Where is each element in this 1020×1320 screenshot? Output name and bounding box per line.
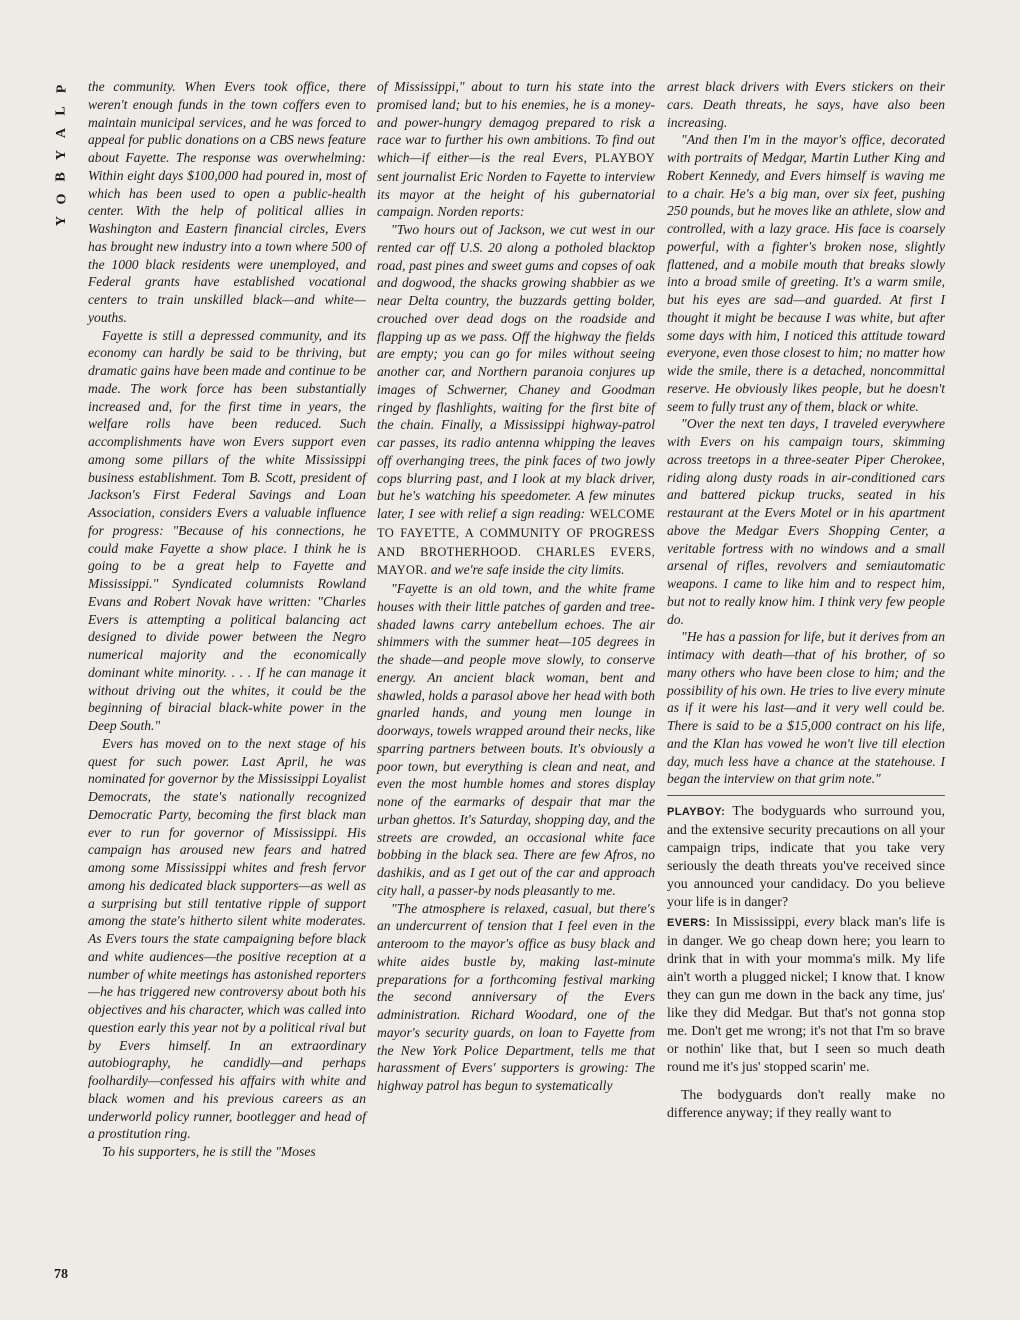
- paragraph: [88, 327, 366, 735]
- small-caps-text: PLAYBOY: [595, 151, 655, 165]
- paragraph: [88, 735, 366, 1143]
- column-3-intro: [667, 78, 945, 788]
- masthead-letter: L: [54, 106, 69, 116]
- interview-paragraph: [667, 913, 945, 1076]
- page-number: 78: [54, 1267, 68, 1282]
- paragraph: [667, 78, 945, 131]
- masthead-letter: Y: [54, 149, 69, 161]
- interview-section: [667, 802, 945, 1122]
- masthead-letter: B: [54, 172, 69, 182]
- paragraph-text-continued: sent journalist Eric Norden to Fayette to interview its mayor at the height of his gubernatorial campaign. Norden reports:: [377, 168, 655, 220]
- paragraph: [377, 900, 655, 1095]
- paragraph-text: "Two hours out of Jackson, we cut west in our rented car off U.S. 20 along a potholed blacktop road, past pines and sweet gums and copses of oak and dogwood, the shacks growing shabbier as we near Delta country, the buzzards getting bolder, crouched over dead dogs on the roadside and flapping up as we pass. Off the highway the fields are empty; you can go for miles without seeing another car, and Northern paranoia conjures up images of Schwerner, Chaney and Goodman ringed by flashlights, waiting for the first bite of the chain. Finally, a Mississippi highway-patrol car passes, its radio antenna whipping the leaves off overhanging trees, the pink faces of two jowly cops blurring past, and I look at my black driver, but he's watching his speedometer. A few minutes later, I see with relief a sign reading:: [377, 222, 655, 521]
- interview-text: The bodyguards don't really make no difference anyway; if they really want to: [667, 1087, 945, 1120]
- column-3: [667, 78, 945, 1122]
- interview-text: The bodyguards who surround you, and the extensive security precautions on all your campaign trips, indicate that you take very seriously the death threats you've received since you announced your candidacy. Do you believe your life is in danger?: [667, 803, 945, 909]
- paragraph-text: arrest black drivers with Evers stickers on their cars. Death threats, he says, have also been increasing.: [667, 79, 945, 130]
- paragraph-text: "And then I'm in the mayor's office, decorated with portraits of Medgar, Martin Luther King and Robert Kennedy, and Evers himself is waving me to a chair. He's a big man, over six feet, pushing 250 pounds, but he moves like an athlete, slow and controlled, with a lazy grace. His face is coarsely powerful, with a fighter's broken nose, slightly flattened, and a mobile mouth that breaks slowly into a broad smile of greeting. It's a warm smile, but his eyes are sad—and guarded. At first I thought it might be because I was white, but after some days with him, I noticed this attitude toward everyone, even those closest to him; no matter how wide the smile, there is a detached, noncommittal reserve. He obviously likes people, but he doesn't seem to fully trust any of them, black or white.: [667, 132, 945, 414]
- masthead-letter: Y: [54, 215, 69, 227]
- paragraph-text: "The atmosphere is relaxed, casual, but there's an undercurrent of tension that I feel even in the anteroom to the mayor's office as busy black and white aides bustle by, making last-minute preparations for a forthcoming festival marking the second anniversary of the Evers administration. Richard Woodard, one of the mayor's security guards, on loan to Fayette from the New York Police Department, tells me that harassment of Evers' supporters is growing: The highway patrol has begun to systematically: [377, 900, 655, 1093]
- paragraph-text: To his supporters, he is still the "Moses: [102, 1144, 316, 1159]
- speaker-label: EVERS:: [667, 917, 711, 929]
- paragraph-text: "Fayette is an old town, and the white frame houses with their little patches of garden and tree-shaded lawns carry antebellum echoes. The air shimmers with the summer heat—105 degrees in the shade—and people move slowly, to conserve energy. An ancient black woman, bent and shawled, holds a parasol above her head with both gnarled hands, and young men lounge in doorways, towels wrapped around their necks, like sparring partners between bouts. It's obviously a poor town, but everything is clean and neat, and even the most humble homes and stores display none of the earmarks of despair that mar the urban ghettos. It's Saturday, shopping day, and the streets are crowded, an occasional white face bobbing in the black sea. There are few Afros, no dashikis, and as I get out of the car and approach city hall, a passer-by nods pleasantly to me.: [377, 581, 655, 898]
- masthead-letter: O: [53, 193, 69, 205]
- paragraph: [377, 78, 655, 221]
- paragraph-text-continued: and we're safe inside the city limits.: [427, 562, 625, 578]
- paragraph-text: the community. When Evers took office, there weren't enough funds in the town coffers even to maintain municipal services, and he was forced to appeal for public donations on a CBS news feature about Fayette. The response was overwhelming: Within eight days $100,000 had poured in, most of which has been used to open a public-health center. With the help of political allies in Washington and Eastern financial circles, Evers has brought new industry into a town where 500 of the 1000 black residents were unemployed, and Federal grants have established vocational centers to train unskilled black—and white—youths.: [88, 79, 366, 325]
- speaker-label: PLAYBOY:: [667, 806, 726, 818]
- paragraph-text: "Over the next ten days, I traveled everywhere with Evers on his campaign tours, skimming across treetops in a three-seater Piper Cherokee, riding along dusty roads in air-conditioned cars and battered pickup trucks, seated in his restaurant at the Evers Motel or in his apartment above the Medgar Evers Shopping Center, a veritable fortress with no windows and a small arsenal of rifles, revolvers and semiautomatic weapons. I came to like him and to respect him, but not to really know him. I think very few people do.: [667, 416, 945, 627]
- column-2: [377, 78, 655, 1095]
- paragraph-text: of Mississippi," about to turn his state into the promised land; but to his enemies, he is a money- and power-hungry demagog prepared to risk a race war to further his own ambitions. To find out which—if either—is the real Evers,: [377, 79, 655, 165]
- masthead-letter: A: [54, 127, 69, 139]
- paragraph: [667, 131, 945, 415]
- masthead-letter: P: [54, 84, 69, 94]
- playboy-masthead: [52, 78, 72, 232]
- paragraph-text: "He has a passion for life, but it derives from an intimacy with death—that of his brother, of so many others who have been close to him; and the possibility of his own. He tries to live every minute as if it were his last—and it very well could be. There is said to be a $15,000 contract on his life, and the Klan has vowed he won't live till election day, much less have a chance at the statehouse. I began the interview on that grim note.": [667, 629, 945, 787]
- paragraph: [88, 1143, 366, 1161]
- column-1: [88, 78, 366, 1161]
- paragraph-text: Evers has moved on to the next stage of his quest for such power. Last April, he was nominated for governor by the Mississippi Loyalist Democrats, the state's nationally recognized Democratic Party, becoming the first black man ever to run for governor of Mississippi. His campaign has aroused new fears and hatred among some Mississippi whites and fresh fervor among his dedicated black supporters—as well as a surprising but still tentative ripple of support among the state's hitherto silent white moderates. As Evers tours the state campaigning before black and white audiences—the positive reception at a number of white meetings has astonished reporters—he has triggered new controversy about both his objectives and his character, which was called into question early this year not by a political rival but by Evers himself. In an extraordinary autobiography, he candidly—and perhaps foolhardily—confessed his affairs with white and black women and his previous careers as an underworld policy runner, bootlegger and head of a prostitution ring.: [88, 735, 366, 1142]
- paragraph: [377, 580, 655, 900]
- section-divider: [667, 795, 945, 796]
- paragraph: [667, 628, 945, 788]
- paragraph: [667, 415, 945, 628]
- interview-paragraph: [667, 1086, 945, 1122]
- interview-paragraph: [667, 802, 945, 911]
- paragraph: [377, 221, 655, 580]
- interview-text: In Mississippi, every black man's life is in danger. We go cheap down here; you learn to drink that in with your momma's milk. My life ain't worth a plugged nickel; I know that. I know they can gun me down in the back any time, jus' like they did Medgar. But that's not gonna stop me. Don't get me wrong; it's not that I'm so brave or nothin' like that, but I seen so much death round me it's jus' stopped scarin' me.: [667, 914, 945, 1074]
- small-caps-text: WELCOME TO FAYETTE, A COMMUNITY OF PROGRESS AND BROTHERHOOD. CHARLES EVERS, MAYOR.: [377, 507, 655, 578]
- paragraph-text: Fayette is still a depressed community, and its economy can hardly be said to be thriving, but dramatic gains have been made and continue to be made. The work force has been substantially increased and, for the first time in years, the welfare rolls have been reduced. Such accomplishments have won Evers support even among some pillars of the white Mississippi business establishment. Tom B. Scott, president of Jackson's First Federal Savings and Loan Association, considers Evers a valuable influence for progress: "Because of his connections, he could make Fayette a show place. I think he is going to be a great help to Fayette and Mississippi." Syndicated columnists Rowland Evans and Robert Novak have written: "Charles Evers is attempting a political balancing act designed to divide power between the Negro numerical majority and the economically dominant white minority. . . . If he can manage it without driving out the whites, it could be the beginning of biracial black-white power in the Deep South.": [88, 327, 366, 733]
- paragraph: [88, 78, 366, 327]
